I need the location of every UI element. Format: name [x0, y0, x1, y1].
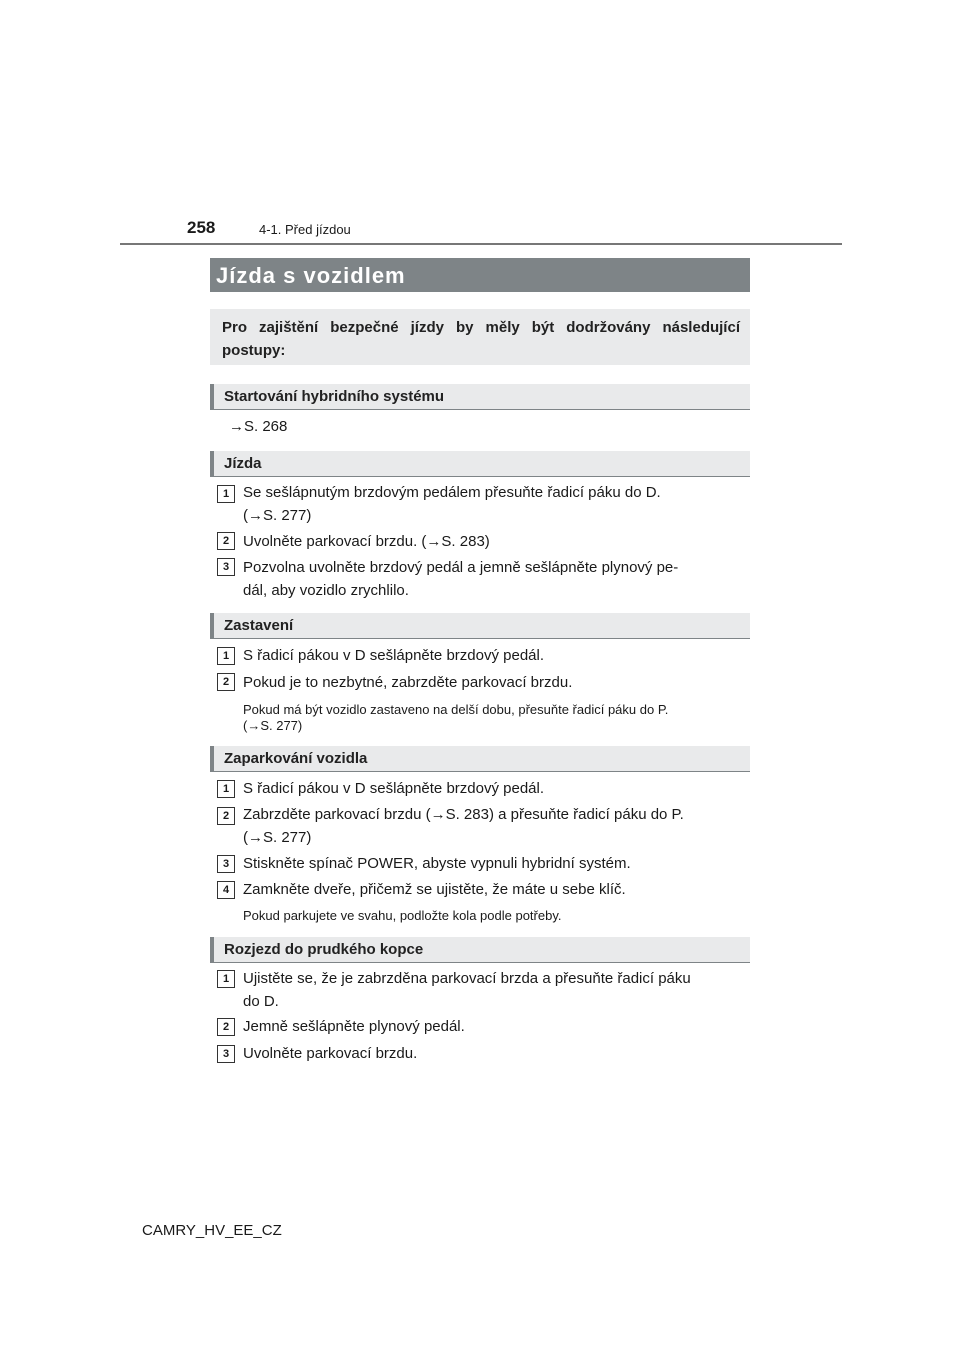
step-text: Uvolněte parkovací brzdu. — [243, 1045, 418, 1062]
step-number-badge: 3 — [217, 1045, 235, 1063]
step-text — [243, 556, 745, 602]
section-heading-text: Jízda — [224, 455, 262, 472]
document-code: CAMRY_HV_EE_CZ — [142, 1222, 282, 1239]
intro-text: Pro zajištění bezpečné jízdy by měly být dodržovány následující postupy: — [222, 319, 740, 359]
step-text-line: Se sešlápnutým brzdovým pedálem přesuňte řadicí páku do D. — [243, 484, 661, 501]
step-text: Stiskněte spínač POWER, abyste vypnuli hybridní systém. — [243, 855, 631, 872]
section-heading-start — [210, 384, 750, 410]
section-heading-text: Zaparkování vozidla — [224, 750, 368, 767]
step-text: Pokud je to nezbytné, zabrzděte parkovací brzdu. — [243, 674, 573, 691]
section-heading-parking — [210, 746, 750, 772]
page-number: 258 — [187, 218, 216, 237]
step-text-line: (→S. 277) — [243, 507, 312, 524]
step-number-badge: 3 — [217, 558, 235, 576]
step-text: S řadicí pákou v D sešlápněte brzdový pedál. — [243, 780, 545, 797]
step-number-badge: 4 — [217, 881, 235, 899]
step-text — [243, 967, 745, 1013]
step-text: Zamkněte dveře, přičemž se ujistěte, že máte u sebe klíč. — [243, 881, 626, 898]
step-number-badge: 2 — [217, 807, 235, 825]
step-text — [243, 481, 745, 527]
step-number-badge: 3 — [217, 855, 235, 873]
step-number-badge: 1 — [217, 647, 235, 665]
section-heading-hill-start — [210, 937, 750, 963]
step-text-line: Ujistěte se, že je zabrzděna parkovací brzda a přesuňte řadicí páku — [243, 970, 691, 987]
step-number-badge: 2 — [217, 532, 235, 550]
step-number-badge: 1 — [217, 485, 235, 503]
header-divider — [120, 243, 842, 245]
section-heading-text: Rozjezd do prudkého kopce — [224, 941, 424, 958]
step-text-line: Pozvolna uvolněte brzdový pedál a jemně sešlápněte plynový pe- — [243, 559, 679, 576]
note-line: (→S. 277) — [243, 718, 303, 733]
step-number-badge: 2 — [217, 1018, 235, 1036]
step-text — [243, 803, 745, 849]
step-text: Uvolněte parkovací brzdu. (→S. 283) — [243, 533, 490, 550]
step-number-badge: 2 — [217, 673, 235, 691]
section-heading-stopping — [210, 613, 750, 639]
step-number-badge: 1 — [217, 780, 235, 798]
page-title: Jízda s vozidlem — [216, 263, 406, 288]
step-text-line: dál, aby vozidlo zrychlilo. — [243, 582, 409, 599]
note-line: Pokud má být vozidlo zastaveno na delší dobu, přesuňte řadicí páku do P. — [243, 702, 669, 717]
page-reference: →S. 268 — [229, 418, 288, 435]
step-text: S řadicí pákou v D sešlápněte brzdový pedál. — [243, 647, 545, 664]
step-text: Jemně sešlápněte plynový pedál. — [243, 1018, 465, 1035]
section-heading-text: Startování hybridního systému — [224, 388, 445, 405]
note-text — [243, 702, 745, 734]
section-heading-text: Zastavení — [224, 617, 294, 634]
step-text-line: do D. — [243, 993, 279, 1010]
step-text-line: Zabrzděte parkovací brzdu (→S. 283) a přesuňte řadicí páku do P. — [243, 806, 684, 823]
step-number-badge: 1 — [217, 970, 235, 988]
step-text-line: (→S. 277) — [243, 829, 312, 846]
note-text: Pokud parkujete ve svahu, podložte kola podle potřeby. — [243, 908, 562, 923]
section-heading-driving — [210, 451, 750, 477]
section-label: 4-1. Před jízdou — [259, 222, 351, 237]
